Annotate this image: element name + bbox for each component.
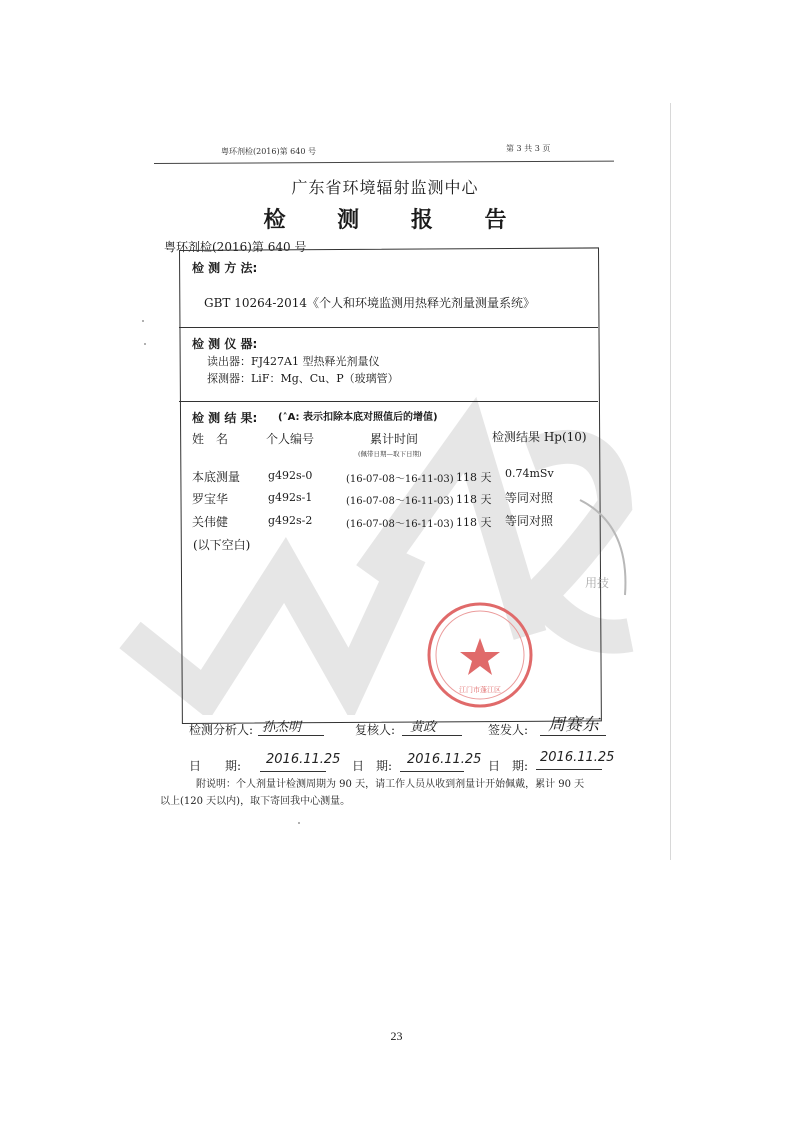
- date-reviewer-underline: [400, 771, 464, 772]
- col-header-result: 检测结果 Hp(10): [492, 430, 587, 444]
- row-result: 等同对照: [505, 491, 554, 505]
- row-result: 0.74mSv: [505, 467, 554, 480]
- date-issuer-underline: [536, 769, 602, 770]
- analyst-label: 检测分析人:: [189, 723, 254, 737]
- blank-below-note: (以下空白): [193, 538, 251, 552]
- method-heading: 检 测 方 法:: [192, 261, 258, 275]
- row-id: g492s-0: [268, 469, 313, 482]
- date-label-issuer: 日 期:: [488, 759, 529, 773]
- document-number: 粤环剂检(2016)第 640 号: [164, 240, 307, 254]
- page-header-left: 粤环剂检(2016)第 640 号: [221, 147, 316, 156]
- analyst-signature: 孙杰明: [262, 720, 302, 735]
- document-title: 检 测 报 告: [263, 207, 529, 233]
- col-header-id: 个人编号: [266, 432, 315, 446]
- issuer-signature: 周赛东: [548, 715, 599, 735]
- date-analyst-underline: [260, 771, 326, 772]
- scan-speck: [144, 343, 146, 345]
- row-period: (16-07-08～16-11-03): [346, 474, 454, 485]
- results-heading-note: (˄A: 表示扣除本底对照值后的增值): [278, 412, 438, 423]
- row-name: 本底测量: [192, 470, 241, 484]
- reviewer-label: 复核人:: [355, 723, 396, 737]
- date-analyst: 2016.11.25: [266, 752, 341, 767]
- row-period: (16-07-08～16-11-03): [346, 519, 454, 530]
- scan-speck: [142, 320, 144, 322]
- svg-text:江门市蓬江区: 江门市蓬江区: [459, 686, 501, 694]
- section-divider-1: [179, 327, 598, 328]
- header-divider: [154, 161, 614, 164]
- analyst-underline: [258, 735, 324, 736]
- date-label-reviewer: 日 期:: [352, 759, 393, 773]
- report-table-frame: [179, 247, 602, 724]
- organization-name: 广东省环境辐射监测中心: [291, 178, 479, 197]
- section-divider-2: [179, 401, 598, 402]
- results-heading: 检 测 结 果:: [192, 411, 258, 425]
- scan-edge-line: [670, 103, 671, 860]
- row-name: 关伟健: [192, 515, 229, 529]
- instrument-heading: 检 测 仪 器:: [192, 337, 258, 351]
- col-header-time: 累计时间: [370, 432, 419, 446]
- row-days: 118 天: [456, 471, 492, 484]
- reviewer-underline: [402, 735, 462, 736]
- row-id: g492s-2: [268, 514, 313, 527]
- instrument-reader: 读出器：FJ427A1 型热释光剂量仪: [207, 355, 380, 368]
- row-id: g492s-1: [268, 491, 313, 504]
- footnote-line-1: 附说明：个人剂量计检测周期为 90 天，请工作人员从收到剂量计开始佩戴，累计 90 天: [196, 779, 585, 790]
- scan-speck: [298, 822, 300, 824]
- method-text: GBT 10264-2014《个人和环境监测用热释光剂量测量系统》: [204, 296, 535, 310]
- row-result: 等同对照: [505, 514, 554, 528]
- issuer-underline: [540, 735, 606, 736]
- svg-text:用技: 用技: [585, 576, 610, 590]
- page-header-right: 第 3 共 3 页: [506, 144, 551, 153]
- instrument-detector: 探测器：LiF：Mg、Cu、P（玻璃管）: [207, 372, 399, 385]
- date-reviewer: 2016.11.25: [407, 752, 482, 767]
- side-stamp: [575, 495, 635, 600]
- footnote: [160, 776, 628, 810]
- issuer-label: 签发人:: [488, 723, 529, 737]
- page-number: 23: [390, 1029, 403, 1043]
- row-period: (16-07-08～16-11-03): [346, 496, 454, 507]
- date-issuer: 2016.11.25: [540, 750, 615, 765]
- reviewer-signature: 黄政: [410, 720, 437, 735]
- row-days: 118 天: [456, 493, 492, 506]
- footnote-line-2: 以上(120 天以内)，取下寄回我中心测量。: [160, 796, 351, 807]
- col-header-time-sub: (佩带日期—取下日期): [358, 450, 422, 458]
- row-days: 118 天: [456, 516, 492, 529]
- official-seal: [425, 600, 535, 710]
- date-label-analyst: 日 期:: [189, 759, 242, 773]
- row-name: 罗宝华: [192, 492, 229, 506]
- col-header-name: 姓 名: [192, 432, 229, 446]
